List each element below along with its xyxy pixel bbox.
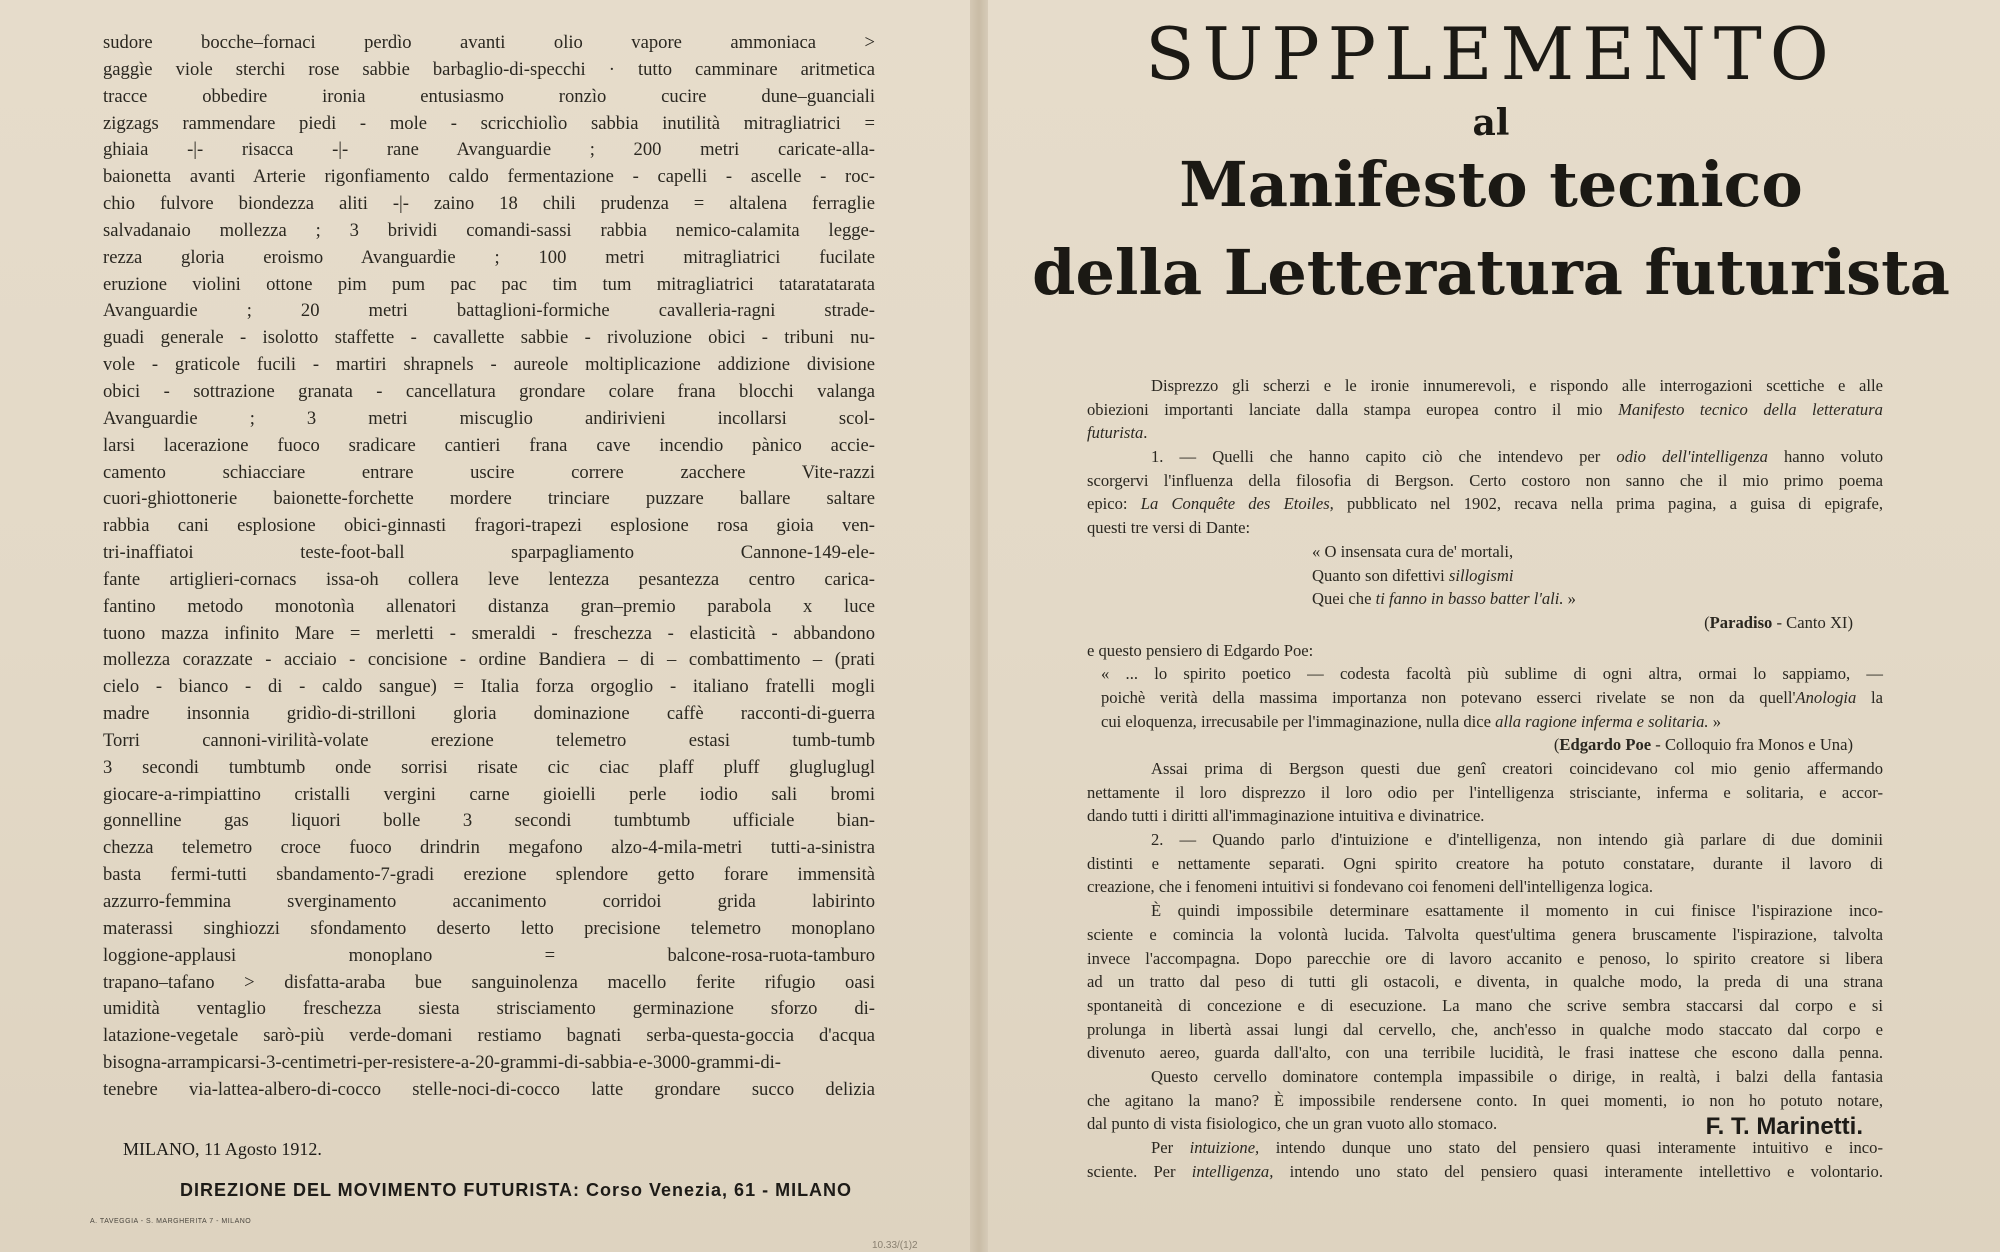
- body-line: [1087, 1136, 1883, 1160]
- body-text-span: (: [1553, 735, 1560, 755]
- body-text-span: Anologia: [1795, 687, 1857, 707]
- body-text-span: « O insensata cura de' mortali,: [1312, 541, 1514, 561]
- body-line: [1087, 374, 1883, 398]
- body-text-span: Assai prima di Bergson questi due genî creatori coincidevano col mio genio affermando: [1151, 759, 1883, 778]
- body-text-span: La Conquête des Etoiles,: [1140, 494, 1334, 514]
- body-line: [1087, 923, 1883, 947]
- body-text-span: scorgervi l'influenza della filosofia di Bergson. Certo costoro non sanno che il mio primo poema: [1087, 470, 1883, 490]
- poem-line: Avanguardie ; 20 metri battaglioni-formiche cavalleria-ragni strade-: [103, 300, 875, 322]
- poem-line: azzurro-femmina sverginamento accanimento corridoi grida labirinto: [103, 891, 875, 912]
- body-text-span: creazione, che i fenomeni intuitivi si fondevano coi fenomeni dell'intelligenza logica.: [1087, 877, 1654, 897]
- body-text-span: (: [1704, 612, 1710, 632]
- poem-line: rabbia cani esplosione obici-ginnasti fragori-trapezi esplosione rosa gioia ven-: [103, 515, 875, 537]
- body-line: [1087, 1160, 1883, 1184]
- body-text-span: 2. — Quando parlo d'intuizione e d'intelligenza, non intendo già parlare di due dominii: [1151, 830, 1883, 850]
- body-line: [1087, 804, 1883, 828]
- free-word-poem: [103, 30, 875, 1104]
- body-line: [1087, 1112, 1883, 1136]
- poem-line: madre insonnia gridìo-di-strilloni gloria dominazione caffè racconti-di-guerra: [103, 703, 875, 725]
- poem-line: obici - sottrazione granata - cancellatura grondare colare frana blocchi valanga: [103, 380, 875, 402]
- poem-line: tuono mazza infinito Mare = merletti - smeraldi - freschezza - elasticità - abbandono: [103, 622, 875, 644]
- poem-line: giocare-a-rimpiattino cristalli vergini carne gioielli perle iodio sali bromi: [103, 783, 875, 805]
- poem-line: sudore bocche–fornaci perdìo avanti olio vapore ammoniaca >: [103, 32, 875, 53]
- poem-line: loggione-applausi monoplano = balcone-rosa-ruota-tamburo: [103, 944, 875, 966]
- body-text-span: poichè verità della massima importanza non potevano esserci rivelate se non da quell': [1101, 687, 1796, 707]
- body-line: [1087, 994, 1883, 1018]
- body-text-span: È quindi impossibile determinare esattamente il momento in cui finisce l'ispirazione inco-: [1151, 901, 1883, 921]
- body-line: [1087, 852, 1883, 876]
- body-line: [1087, 733, 1883, 757]
- poem-line: 3 secondi tumbtumb onde sorrisi risate cic ciac plaff pluff glugluglugl: [103, 756, 875, 778]
- poem-line: chezza telemetro croce fuoco drindrin megafono alzo-4-mila-metri tutti-a-sinistra: [103, 837, 875, 859]
- poem-line: fante artiglieri-cornacs issa-oh collera leve lentezza pesantezza centro carica-: [103, 568, 875, 590]
- body-text-span: la: [1856, 687, 1884, 707]
- body-line: [1087, 564, 1883, 588]
- printer-imprint: A. TAVEGGIA - S. MARGHERITA 7 - MILANO: [90, 1218, 252, 1225]
- dateline: MILANO, 11 Agosto 1912.: [123, 1139, 322, 1159]
- body-line: [1087, 686, 1883, 710]
- body-text-span: alla ragione inferma e solitaria.: [1495, 711, 1709, 731]
- body-line: [1087, 899, 1883, 923]
- body-line: [1087, 1018, 1883, 1042]
- body-text-span: intuizione,: [1189, 1138, 1260, 1157]
- body-text-span: Per: [1151, 1138, 1190, 1157]
- body-text-span: nettamente il loro disprezzo il loro odio per l'intelligenza strisciante, inferma e solitaria, e accor-: [1087, 782, 1883, 802]
- poem-line: mollezza corazzate - acciaio - concisione - ordine Bandiera – di – combattimento – (prati: [103, 649, 875, 671]
- body-text-span: invece l'accompagna. Dopo parecchie ore di lavoro accanito e penoso, lo spirito creatore si libera: [1087, 948, 1883, 968]
- poem-line: zigzags rammendare piedi - mole - scricchiolìo sabbia inutilità mitragliatrici =: [103, 112, 875, 134]
- poem-line: rezza gloria eroismo Avanguardie ; 100 metri mitragliatrici fucilate: [103, 246, 875, 268]
- body-line: [1087, 516, 1883, 540]
- body-line: [1087, 611, 1883, 635]
- body-text-span: questi tre versi di Dante:: [1087, 518, 1251, 538]
- body-text-span: Disprezzo gli scherzi e le ironie innumerevoli, e rispondo alle interrogazioni scettiche e alle: [1151, 376, 1883, 395]
- body-line: [1087, 875, 1883, 899]
- poem-line: larsi lacerazione fuoco sradicare cantieri frana cave incendio pànico accie-: [103, 434, 875, 456]
- body-text-span: cui eloquenza, irrecusabile per l'immaginazione, nulla dice: [1101, 711, 1496, 731]
- body-text-span: distinti e nettamente separati. Ogni spirito creatore ha potuto constatare, durante il lavoro di: [1087, 853, 1883, 873]
- poem-line: vole - graticole fucili - martiri shrapnels - aureole moltiplicazione addizione divisione: [103, 354, 875, 376]
- body-text-span: Quei che: [1312, 589, 1376, 609]
- body-line: [1087, 970, 1883, 994]
- body-text-span: Edgardo Poe: [1559, 735, 1652, 755]
- poem-line: tri-inaffiatoi teste-foot-ball sparpagliamento Cannone-149-ele-: [103, 542, 875, 564]
- body-line: [1087, 1089, 1883, 1113]
- poem-line: salvadanaio mollezza ; 3 brividi comandi-sassi rabbia nemico-calamita legge-: [103, 219, 875, 241]
- poem-line: chio fulvore biondezza aliti ‑|‑ zaino 18 chili prudenza = altalena ferraglie: [103, 193, 875, 215]
- body-text-span: « ... lo spirito poetico — codesta facoltà più sublime di ogni altra, ormai lo sappiamo, —: [1101, 664, 1883, 684]
- poem-line: fantino metodo monotonìa allenatori distanza gran–premio parabola x luce: [103, 595, 875, 617]
- body-text-span: sciente e comincia la volontà lucida. Talvolta quest'ultima genera bruscamente l'ispirazione, talvolta: [1087, 924, 1883, 944]
- poem-line: umidità ventaglio freschezza siesta strisciamento germinazione sforzo di-: [103, 998, 875, 1020]
- poem-line: materassi singhiozzi sfondamento deserto letto precisione telemetro monoplano: [103, 917, 875, 939]
- body-text-span: spontaneità di concezione e di esecuzione. La mano che scrive sembra staccarsi dal corpo e si: [1087, 995, 1883, 1015]
- poem-line: camento schiacciare entrare uscire correre zacchere Vite-razzi: [103, 461, 875, 483]
- body-text-span: Manifesto tecnico della letteratura: [1618, 399, 1883, 419]
- body-line: [1087, 1065, 1883, 1089]
- body-text-span: pubblicato nel 1902, recava nella prima pagina, a guisa di epigrafe,: [1333, 494, 1884, 514]
- poem-line: latazione-vegetale sarò-più verde-domani restiamo bagnati serba-questa-goccia d'acqua: [103, 1025, 875, 1047]
- body-text-span: .: [1143, 423, 1148, 443]
- title-letteratura-futurista: della Letteratura futurista: [1032, 236, 1950, 309]
- body-text-span: - Colloquio fra Monos e Una): [1651, 735, 1853, 755]
- body-text-span: Paradiso: [1709, 612, 1773, 632]
- body-line: [1087, 421, 1883, 445]
- body-text-span: sillogismi: [1448, 565, 1514, 585]
- poem-line: guadi generale - isolotto staffette - cavallette sabbie - rivoluzione obici - tribuni nu-: [103, 327, 875, 349]
- body-line: [1087, 1041, 1883, 1065]
- poem-line: bisogna-arrampicarsi-3-centimetri-per-resistere-a-20-grammi-di-sabbia-e-3000-grammi-di-: [103, 1052, 781, 1074]
- poem-line: gonnelline gas liquori bolle 3 secondi tumbtumb ufficiale bian-: [103, 810, 875, 832]
- poem-line: tenebre via-lattea-albero-di-cocco stelle-noci-di-cocco latte grondare succo delizia: [103, 1078, 875, 1100]
- poem-line: Avanguardie ; 3 metri miscuglio andirivieni incollarsi scol-: [103, 407, 875, 429]
- body-text-span: intelligenza,: [1191, 1161, 1274, 1181]
- body-text-span: divenuto aereo, guarda dall'alto, con una terribile lucidità, le frasi inattese che escono dalla penna.: [1087, 1043, 1883, 1063]
- manifesto-body-text: [1087, 374, 1883, 1183]
- body-text-span: intendo uno stato del pensiero quasi interamente intellettivo e volontario.: [1273, 1161, 1883, 1181]
- poem-line: trapano–tafano > disfatta-araba bue sanguinolenza macello ferite rifugio oasi: [103, 971, 875, 993]
- poem-line: tracce obbedire ironia entusiasmo ronzìo cucire dune–guanciali: [103, 85, 875, 107]
- body-text-span: dando tutti i diritti all'immaginazione intuitiva e divinatrice.: [1087, 806, 1485, 826]
- body-line: [1087, 540, 1883, 564]
- body-text-span: che agitano la mano? È impossibile rendersene conto. In quei momenti, io non ho potuto notare,: [1087, 1090, 1883, 1110]
- body-line: [1087, 398, 1883, 422]
- body-line: [1087, 469, 1883, 493]
- body-text-span: »: [1563, 589, 1576, 609]
- title-al: al: [1472, 102, 1510, 144]
- archive-mark: 10.33/(1)2: [872, 1240, 918, 1251]
- poem-line: Torri cannoni-virilità-volate erezione telemetro estasi tumb-tumb: [103, 729, 875, 751]
- body-text-span: intendo dunque uno stato del pensiero quasi interamente intuitivo e inco-: [1259, 1138, 1883, 1157]
- body-text-span: hanno voluto: [1767, 447, 1884, 467]
- body-line: [1087, 781, 1883, 805]
- body-text-span: obiezioni importanti lanciate dalla stampa europea contro il mio: [1087, 399, 1619, 419]
- title-manifesto-tecnico: Manifesto tecnico: [1179, 148, 1803, 221]
- poem-line: cuori-ghiottonerie baionette-forchette mordere trinciare puzzare ballare saltare: [103, 488, 875, 510]
- body-text-span: 1. — Quelli che hanno capito ciò che intendevo per: [1151, 447, 1617, 467]
- body-text-span: ad un tratto dal peso di tutti gli ostacoli, e diventa, in qualche modo, la preda di una strana: [1087, 972, 1883, 992]
- poem-line: baionetta avanti Arterie rigonfiamento caldo fermentazione - capelli - ascelle - roc-: [103, 166, 875, 188]
- poem-line: eruzione violini ottone pim pum pac pac tim tum mitragliatrici tataratatarata: [103, 273, 875, 295]
- body-text-span: - Canto XI): [1772, 612, 1853, 632]
- body-line: [1087, 639, 1883, 663]
- poem-line: gaggìe viole sterchi rose sabbie barbaglio-di-specchi · tutto camminare aritmetica: [103, 58, 875, 80]
- body-line: [1087, 662, 1883, 686]
- body-line: [1087, 587, 1883, 611]
- body-text-span: »: [1708, 711, 1722, 731]
- body-text-span: Quanto son difettivi: [1312, 565, 1449, 585]
- publisher-address: DIREZIONE DEL MOVIMENTO FUTURISTA: Corso Venezia, 61 - MILANO: [180, 1180, 853, 1200]
- body-text-span: prolunga in libertà assai lungi dal cervello, che, anch'esso in qualche modo staccato dal corpo e: [1087, 1019, 1883, 1039]
- poem-line: basta fermi-tutti sbandamento-7-gradi erezione splendore getto forare immensità: [103, 864, 875, 886]
- body-text-span: ti fanno in basso batter l'ali.: [1375, 589, 1564, 609]
- body-line: [1087, 757, 1883, 781]
- body-text-span: futurista: [1087, 423, 1144, 443]
- body-text-span: e questo pensiero di Edgardo Poe:: [1087, 640, 1314, 660]
- body-text-span: dal punto di vista fisiologico, che un gran vuoto allo stomaco.: [1087, 1114, 1498, 1134]
- signature: F. T. Marinetti.: [1705, 1113, 1863, 1140]
- body-line: [1087, 445, 1883, 469]
- poem-line: cielo - bianco - di - caldo sangue) = Italia forza orgoglio - italiano fratelli mogli: [103, 676, 875, 698]
- body-text-span: Questo cervello dominatore contempla impassibile o dirige, in realtà, i balzi della fantasia: [1151, 1066, 1883, 1086]
- body-line: [1087, 947, 1883, 971]
- body-line: [1087, 492, 1883, 516]
- poem-line: ghiaia ‑|‑ risacca ‑|‑ rane Avanguardie ; 200 metri caricate-alla-: [103, 139, 875, 161]
- body-text-span: epico:: [1087, 494, 1141, 514]
- body-line: [1087, 828, 1883, 852]
- body-text-span: sciente. Per: [1087, 1161, 1192, 1181]
- title-supplemento: SUPPLEMENTO: [1145, 12, 1837, 96]
- body-text-span: odio dell'intelligenza: [1616, 447, 1768, 467]
- body-line: [1087, 710, 1883, 734]
